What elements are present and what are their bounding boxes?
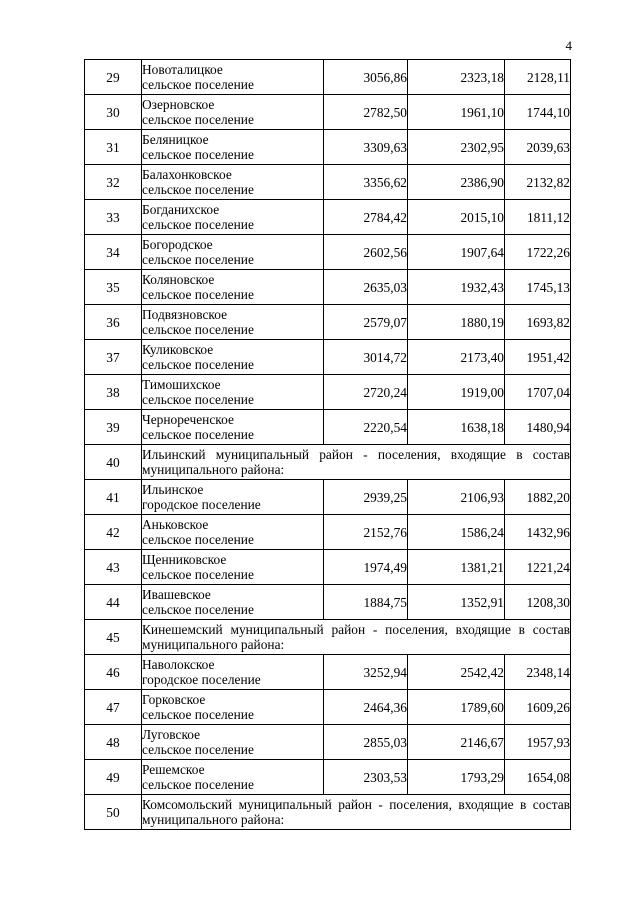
settlement-type: сельское поселение xyxy=(142,392,254,407)
settlement-type: сельское поселение xyxy=(142,777,254,792)
value-col-3: 1957,93 xyxy=(505,725,571,760)
row-number: 36 xyxy=(85,305,142,340)
settlement-name xyxy=(142,725,324,760)
settlement-type: сельское поселение xyxy=(142,602,254,617)
settlement-name-line1: Подвязновское xyxy=(142,307,228,322)
value-col-1: 1974,49 xyxy=(324,550,408,585)
value-col-2: 1961,10 xyxy=(408,95,505,130)
value-col-2: 2386,90 xyxy=(408,165,505,200)
settlement-type: сельское поселение xyxy=(142,567,254,582)
district-header: Комсомольский муниципальный район - поселения, входящие в состав муниципального района: xyxy=(142,795,571,830)
row-number: 35 xyxy=(85,270,142,305)
value-col-3: 1811,12 xyxy=(505,200,571,235)
settlement-name-line1: Горковское xyxy=(142,692,206,707)
settlement-name-line1: Куликовское xyxy=(142,342,214,357)
value-col-1: 2579,07 xyxy=(324,305,408,340)
value-col-2: 2015,10 xyxy=(408,200,505,235)
table-section-row xyxy=(85,445,571,480)
value-col-3: 2039,63 xyxy=(505,130,571,165)
settlements-table xyxy=(84,59,571,830)
settlement-name-line1: Аньковское xyxy=(142,517,209,532)
settlement-name-line1: Балахонковское xyxy=(142,167,232,182)
settlement-type: городское поселение xyxy=(142,672,261,687)
settlement-name-line1: Новоталицкое xyxy=(142,62,223,77)
value-col-1: 2784,42 xyxy=(324,200,408,235)
value-col-2: 1919,00 xyxy=(408,375,505,410)
value-col-2: 1793,29 xyxy=(408,760,505,795)
settlement-type: сельское поселение xyxy=(142,252,254,267)
settlement-name xyxy=(142,270,324,305)
table-row xyxy=(85,60,571,95)
settlement-type: городское поселение xyxy=(142,497,261,512)
row-number: 34 xyxy=(85,235,142,270)
value-col-3: 1744,10 xyxy=(505,95,571,130)
settlement-name xyxy=(142,550,324,585)
settlement-name xyxy=(142,60,324,95)
table-row xyxy=(85,760,571,795)
settlement-name xyxy=(142,130,324,165)
table-row xyxy=(85,130,571,165)
settlement-name xyxy=(142,585,324,620)
row-number: 41 xyxy=(85,480,142,515)
settlement-type: сельское поселение xyxy=(142,287,254,302)
value-col-2: 2106,93 xyxy=(408,480,505,515)
settlement-name xyxy=(142,95,324,130)
table-row xyxy=(85,410,571,445)
value-col-3: 1882,20 xyxy=(505,480,571,515)
value-col-2: 1586,24 xyxy=(408,515,505,550)
value-col-2: 1932,43 xyxy=(408,270,505,305)
settlement-type: сельское поселение xyxy=(142,427,254,442)
row-number: 45 xyxy=(85,620,142,655)
value-col-3: 1221,24 xyxy=(505,550,571,585)
settlement-name xyxy=(142,515,324,550)
value-col-1: 1884,75 xyxy=(324,585,408,620)
settlement-name xyxy=(142,690,324,725)
settlement-name xyxy=(142,165,324,200)
table-row xyxy=(85,550,571,585)
district-header: Ильинский муниципальный район - поселения, входящие в состав муниципального района: xyxy=(142,445,571,480)
value-col-3: 1609,26 xyxy=(505,690,571,725)
value-col-3: 1707,04 xyxy=(505,375,571,410)
row-number: 40 xyxy=(85,445,142,480)
value-col-1: 3056,86 xyxy=(324,60,408,95)
value-col-1: 2220,54 xyxy=(324,410,408,445)
settlement-name-line1: Богданихское xyxy=(142,202,220,217)
value-col-3: 2128,11 xyxy=(505,60,571,95)
table-section-row xyxy=(85,795,571,830)
settlement-name-line1: Коляновское xyxy=(142,272,215,287)
table-row xyxy=(85,200,571,235)
settlement-type: сельское поселение xyxy=(142,532,254,547)
value-col-2: 1789,60 xyxy=(408,690,505,725)
row-number: 44 xyxy=(85,585,142,620)
value-col-1: 2464,36 xyxy=(324,690,408,725)
table-row xyxy=(85,235,571,270)
table-row xyxy=(85,305,571,340)
row-number: 39 xyxy=(85,410,142,445)
settlement-type: сельское поселение xyxy=(142,707,254,722)
value-col-2: 1880,19 xyxy=(408,305,505,340)
value-col-1: 3252,94 xyxy=(324,655,408,690)
value-col-1: 3309,63 xyxy=(324,130,408,165)
settlement-name-line1: Беляницкое xyxy=(142,132,209,147)
settlement-name-line1: Щенниковское xyxy=(142,552,227,567)
settlement-name-line1: Луговское xyxy=(142,727,201,742)
value-col-1: 2602,56 xyxy=(324,235,408,270)
value-col-1: 3356,62 xyxy=(324,165,408,200)
value-col-2: 1907,64 xyxy=(408,235,505,270)
value-col-2: 1381,21 xyxy=(408,550,505,585)
settlement-type: сельское поселение xyxy=(142,742,254,757)
value-col-3: 1722,26 xyxy=(505,235,571,270)
value-col-3: 1432,96 xyxy=(505,515,571,550)
value-col-3: 1480,94 xyxy=(505,410,571,445)
value-col-2: 2302,95 xyxy=(408,130,505,165)
table-row xyxy=(85,270,571,305)
district-header: Кинешемский муниципальный район - поселения, входящие в состав муниципального района: xyxy=(142,620,571,655)
settlement-name-line1: Богородское xyxy=(142,237,213,252)
table-row xyxy=(85,585,571,620)
table-row xyxy=(85,340,571,375)
settlement-name xyxy=(142,655,324,690)
row-number: 43 xyxy=(85,550,142,585)
table-row xyxy=(85,725,571,760)
settlement-name-line1: Решемское xyxy=(142,762,205,777)
value-col-3: 1693,82 xyxy=(505,305,571,340)
settlement-name xyxy=(142,760,324,795)
table-row xyxy=(85,690,571,725)
table-row xyxy=(85,515,571,550)
value-col-1: 2782,50 xyxy=(324,95,408,130)
table-row xyxy=(85,480,571,515)
table-body xyxy=(85,60,571,830)
table-row xyxy=(85,165,571,200)
settlement-name xyxy=(142,410,324,445)
settlement-name xyxy=(142,200,324,235)
row-number: 31 xyxy=(85,130,142,165)
settlement-name xyxy=(142,480,324,515)
settlement-name xyxy=(142,340,324,375)
settlement-type: сельское поселение xyxy=(142,357,254,372)
value-col-3: 1745,13 xyxy=(505,270,571,305)
table-section-row xyxy=(85,620,571,655)
value-col-1: 2152,76 xyxy=(324,515,408,550)
settlement-name-line1: Чернореченское xyxy=(142,412,234,427)
row-number: 29 xyxy=(85,60,142,95)
settlement-type: сельское поселение xyxy=(142,217,254,232)
settlement-name xyxy=(142,235,324,270)
value-col-3: 1208,30 xyxy=(505,585,571,620)
row-number: 32 xyxy=(85,165,142,200)
value-col-3: 2132,82 xyxy=(505,165,571,200)
settlement-name xyxy=(142,375,324,410)
settlement-name-line1: Озерновское xyxy=(142,97,215,112)
value-col-2: 2146,67 xyxy=(408,725,505,760)
value-col-1: 2303,53 xyxy=(324,760,408,795)
row-number: 42 xyxy=(85,515,142,550)
value-col-1: 2855,03 xyxy=(324,725,408,760)
value-col-2: 1638,18 xyxy=(408,410,505,445)
table-row xyxy=(85,655,571,690)
settlement-name xyxy=(142,305,324,340)
page-number: 4 xyxy=(565,38,572,53)
row-number: 33 xyxy=(85,200,142,235)
row-number: 46 xyxy=(85,655,142,690)
settlement-type: сельское поселение xyxy=(142,322,254,337)
row-number: 47 xyxy=(85,690,142,725)
value-col-2: 2323,18 xyxy=(408,60,505,95)
table-row xyxy=(85,375,571,410)
value-col-3: 1654,08 xyxy=(505,760,571,795)
value-col-2: 1352,91 xyxy=(408,585,505,620)
value-col-1: 2635,03 xyxy=(324,270,408,305)
settlement-name-line1: Тимошихское xyxy=(142,377,221,392)
value-col-2: 2542,42 xyxy=(408,655,505,690)
value-col-1: 3014,72 xyxy=(324,340,408,375)
row-number: 49 xyxy=(85,760,142,795)
row-number: 30 xyxy=(85,95,142,130)
settlement-name-line1: Ивашевское xyxy=(142,587,211,602)
row-number: 48 xyxy=(85,725,142,760)
value-col-1: 2720,24 xyxy=(324,375,408,410)
row-number: 38 xyxy=(85,375,142,410)
value-col-3: 1951,42 xyxy=(505,340,571,375)
table-row xyxy=(85,95,571,130)
value-col-2: 2173,40 xyxy=(408,340,505,375)
settlement-name-line1: Наволокское xyxy=(142,657,215,672)
row-number: 37 xyxy=(85,340,142,375)
value-col-1: 2939,25 xyxy=(324,480,408,515)
settlement-type: сельское поселение xyxy=(142,77,254,92)
settlement-type: сельское поселение xyxy=(142,112,254,127)
settlement-name-line1: Ильинское xyxy=(142,482,204,497)
settlement-type: сельское поселение xyxy=(142,147,254,162)
settlement-type: сельское поселение xyxy=(142,182,254,197)
row-number: 50 xyxy=(85,795,142,830)
value-col-3: 2348,14 xyxy=(505,655,571,690)
